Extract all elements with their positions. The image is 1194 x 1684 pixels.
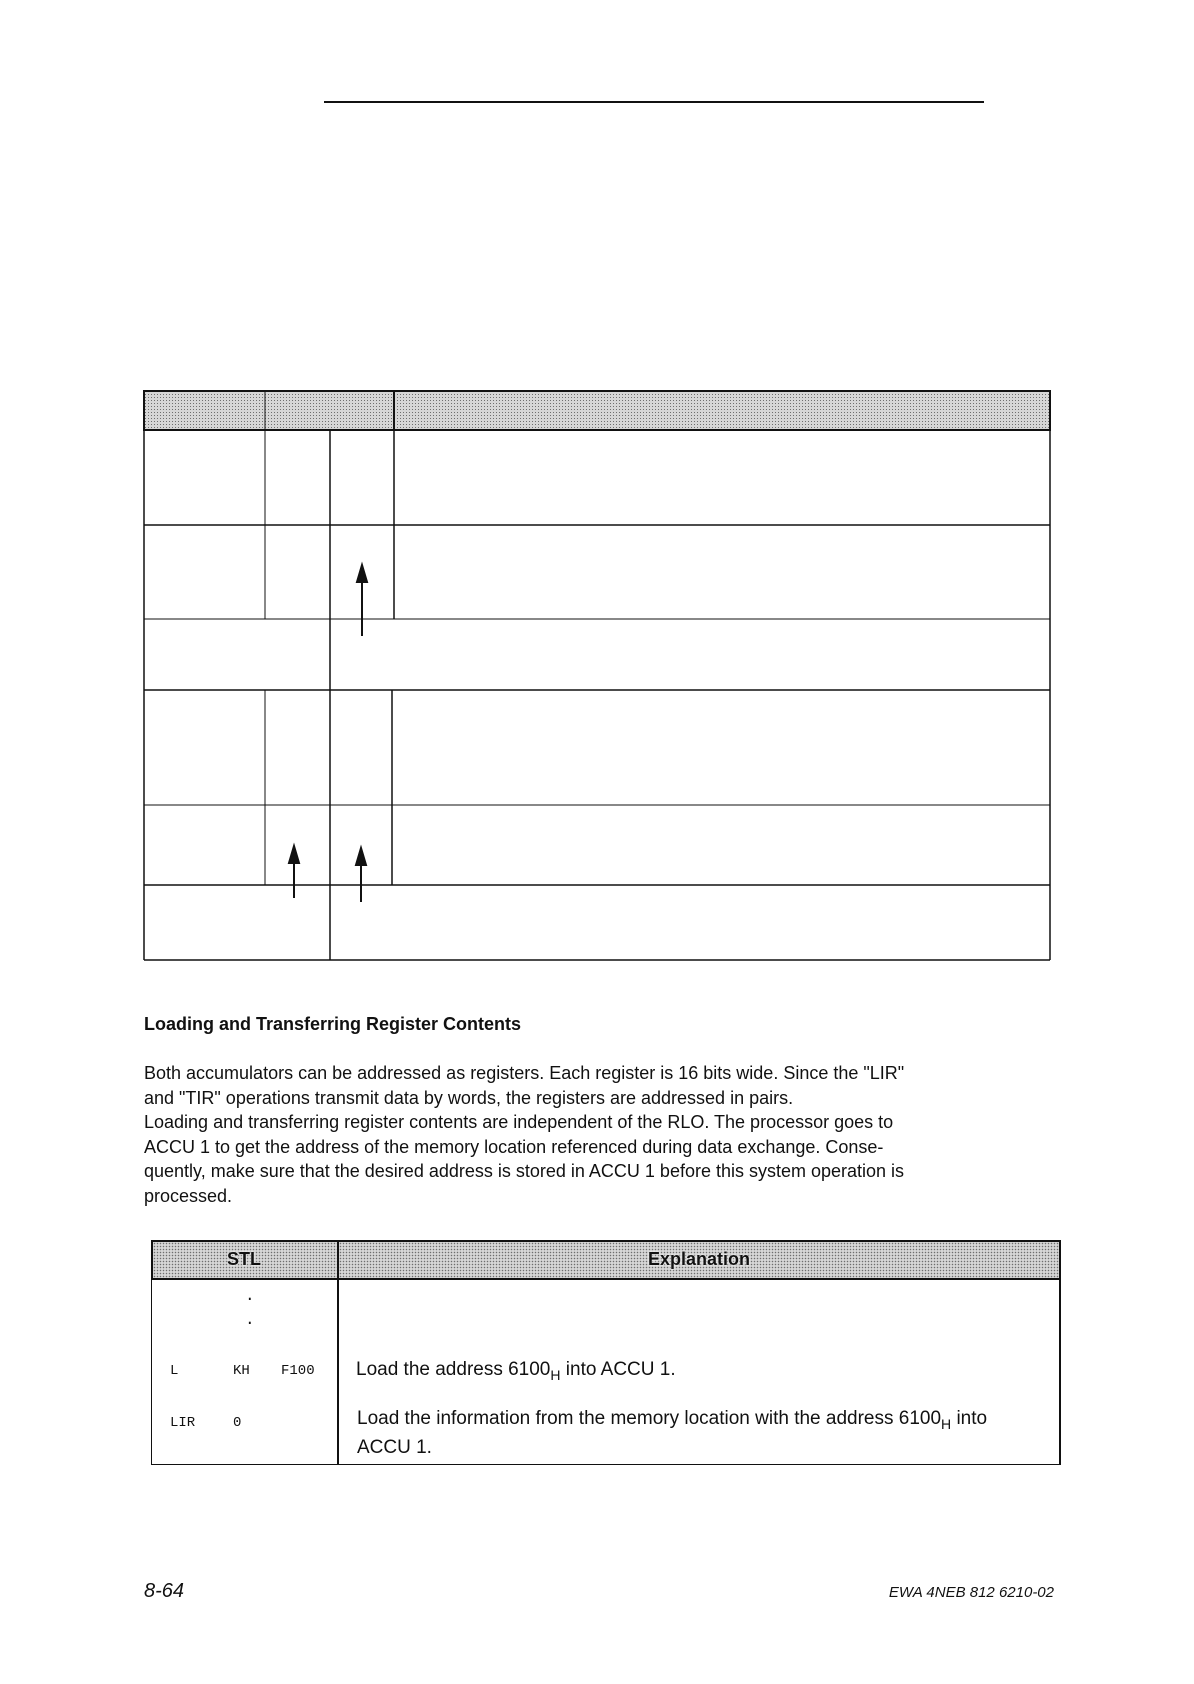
stl-column-header: STL [227,1249,261,1269]
paragraph-line: Both accumulators can be addressed as registers. Each register is 16 bits wide. Since the "LIR" [144,1063,905,1083]
table-row [151,1355,1057,1395]
paragraph-line: and "TIR" operations transmit data by words, the registers are addressed in pairs. [144,1087,794,1108]
stl-operand: 0 [233,1415,242,1431]
paragraph-line: ACCU 1 to get the address of the memory location referenced during data exchange. Conse- [144,1136,884,1157]
page-number: 8-64 [144,1580,185,1602]
stl-operand: KH [233,1363,250,1379]
explanation-text: Load the address $6100_H$ into ACCU 1. [356,1359,676,1383]
continuation-dot: · [245,1290,255,1308]
arrow-up-1 [357,565,367,636]
stl-op: L [170,1363,179,1379]
continuation-dot: · [245,1314,255,1332]
stl-table [151,1240,1061,1465]
diagram-header-band [144,391,1050,430]
table-row [151,1403,1057,1459]
stl-op: LIR [170,1415,196,1431]
explanation-column-header: Explanation [647,1249,750,1269]
stl-operand: F100 [281,1363,315,1379]
paragraph-line: quently, make sure that the desired address is stored in ACCU 1 before this system operation is [144,1161,905,1181]
arrow-up-3 [356,848,366,902]
section-heading: Loading and Transferring Register Contents [144,1014,522,1034]
explanation-text: Load the information from the memory location with the address $6100_H$ into ACCU 1. [357,1408,988,1458]
section-paragraph [144,1061,1044,1208]
document-code: EWA 4NEB 812 6210-02 [888,1584,1054,1601]
paragraph-line: Loading and transferring register contents are independent of the RLO. The processor goes to [144,1112,894,1132]
paragraph-line: processed. [144,1185,233,1206]
arrow-up-2 [289,846,299,898]
